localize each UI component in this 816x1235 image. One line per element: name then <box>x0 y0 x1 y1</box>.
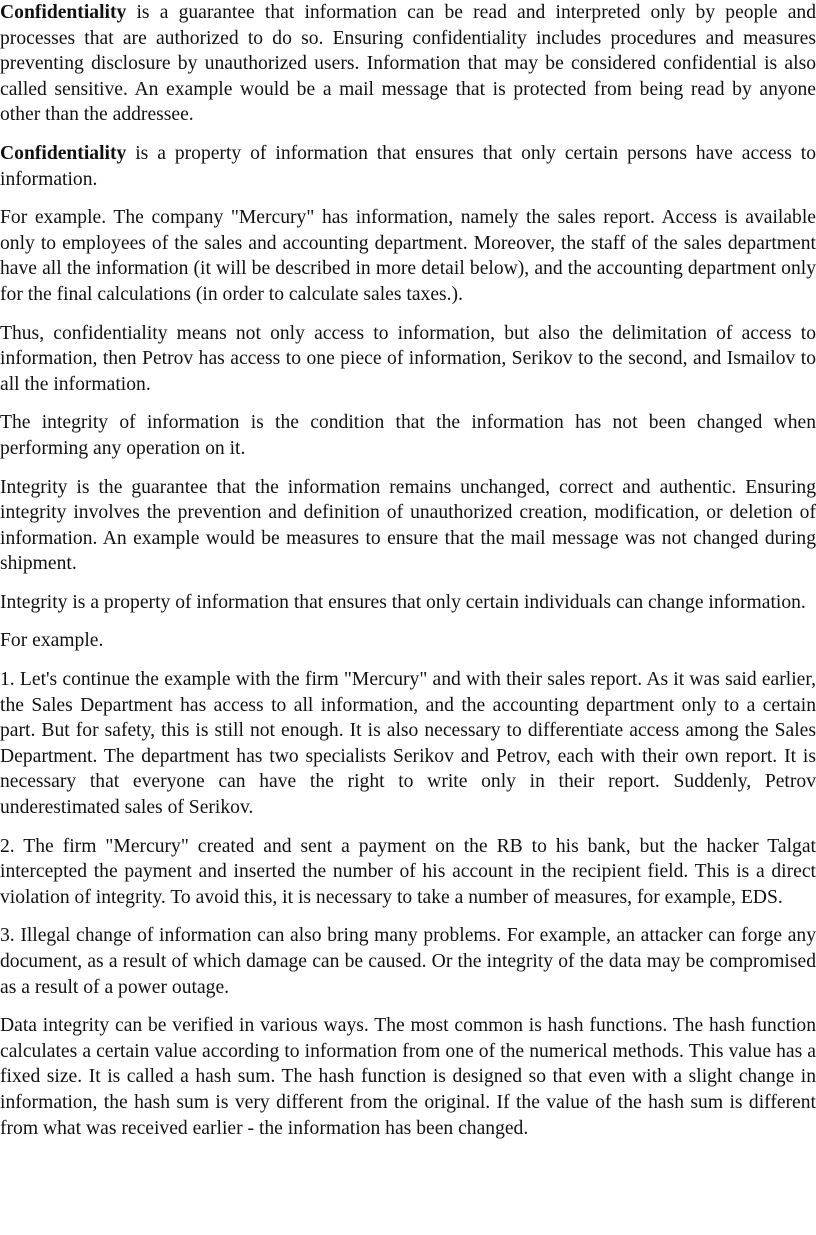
term-confidentiality: Confidentiality <box>0 2 127 23</box>
paragraph-text: is a property of information that ensures that only certain persons have access to information. <box>0 142 816 190</box>
paragraph-example-1: 1. Let's continue the example with the firm "Mercury" and with their sales report. As it was said earlier, the Sales Department has access to all information, and the accounting department only to a certain part. But for safety, this is still not enough. It is also necessary to differentiate access among the Sales Department. The department has two specialists Serikov and Petrov, each with their own report. It is necessary that everyone can have the right to write only in their report. Suddenly, Petrov underestimated sales of Serikov. <box>0 669 816 819</box>
paragraph-example-2: 2. The firm "Mercury" created and sent a payment on the RB to his bank, but the hacker Talgat intercepted the payment and inserted the number of his account in the recipient field. This is a direct violation of integrity. To avoid this, it is necessary to take a number of measures, for example, EDS. <box>0 835 816 908</box>
term-confidentiality: Confidentiality <box>0 142 127 164</box>
paragraph-text: is a guarantee that information can be read and interpreted only by people and processes that are authorized to do so. Ensuring confidentiality includes procedures and measures preventing disclosure by unauthorized users. Information that may be considered confidential is also called sensitive. An example would be a mail message that is protected from being read by anyone other than the addressee. <box>0 2 816 126</box>
paragraph-hash-functions: Data integrity can be verified in various ways. The most common is hash functions. The hash function calculates a certain value according to information from one of the numerical methods. This value has a fixed size. It is called a hash sum. The hash function is designed so that even with a slight change in information, the hash sum is very different from the original. If the value of the hash sum is different from what was received earlier - the information has been changed. <box>0 1015 816 1139</box>
paragraph-example-3: 3. Illegal change of information can also bring many problems. For example, an attacker can forge any document, as a result of which damage can be caused. Or the integrity of the data may be compromised as a result of a power outage. <box>0 925 816 998</box>
paragraph-integrity-property: Integrity is a property of information that ensures that only certain individuals can change information. <box>0 591 806 613</box>
paragraph-confidentiality-definition <box>0 0 816 128</box>
paragraph-integrity-guarantee: Integrity is the guarantee that the information remains unchanged, correct and authentic. Ensuring integrity involves the prevention and definition of unauthorized creation, modification, or deletion of information. An example would be measures to ensure that the mail message was not changed during shipment. <box>0 476 816 575</box>
paragraph-for-example: For example. <box>0 630 104 652</box>
paragraph-confidentiality-property <box>0 141 816 192</box>
paragraph-mercury-example: For example. The company "Mercury" has information, namely the sales report. Access is available only to employees of the sales and accounting department. Moreover, the staff of the sales department have all the information (it will be described in more detail below), and the accounting department only for the final calculations (in order to calculate sales taxes.). <box>0 207 816 305</box>
paragraph-integrity-condition: The integrity of information is the condition that the information has not been changed when performing any operation on it. <box>0 412 816 459</box>
paragraph-confidentiality-summary: Thus, confidentiality means not only access to information, but also the delimitation of access to information, then Petrov has access to one piece of information, Serikov to the second, and Ismailov to all the information. <box>0 322 816 395</box>
